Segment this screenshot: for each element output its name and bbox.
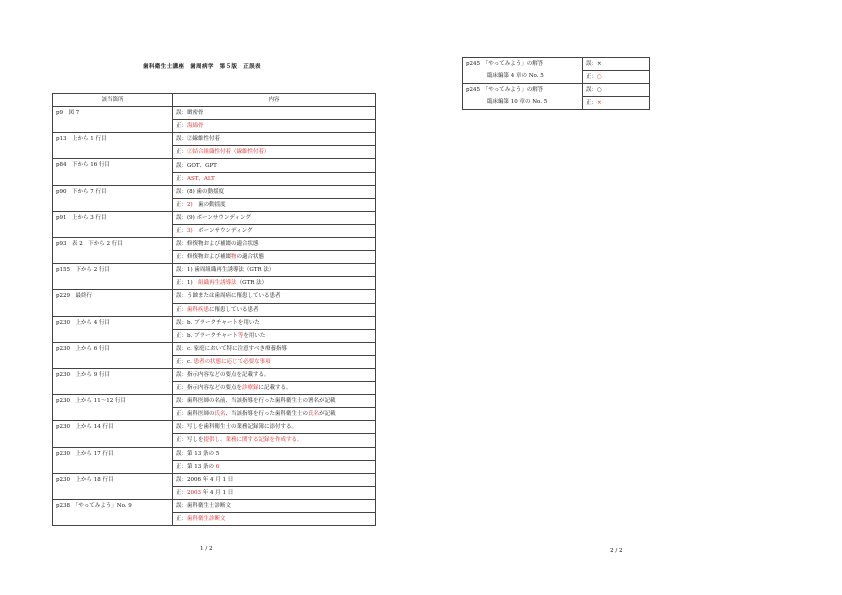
correct-cell xyxy=(173,460,376,473)
location-text: p230 上から 9 行目 xyxy=(56,371,111,378)
location-text: p84 下から 16 行目 xyxy=(56,162,111,169)
content-text: （GTR 法） xyxy=(236,280,268,287)
location-cell xyxy=(53,421,173,447)
location-cell xyxy=(53,342,173,368)
content-text: 正：指示内容などの要点を xyxy=(176,385,243,392)
wrong-cell: 誤：歯科衛生士診断文 xyxy=(173,499,376,512)
location-cell xyxy=(53,395,173,421)
content-text: 正：歯科医師の xyxy=(176,411,215,418)
content-text: 正： xyxy=(176,306,188,313)
table-row xyxy=(53,159,376,172)
location-cell xyxy=(53,107,173,133)
correction-text: AST、ALT xyxy=(187,175,215,182)
table-row xyxy=(53,316,376,329)
content-text: に罹患している患者 xyxy=(209,306,259,313)
location-text: p238 「やってみよう」No. 9 xyxy=(56,502,132,509)
location-cell xyxy=(53,264,173,290)
content-text: ボーンサウンディング xyxy=(192,227,253,234)
correction-text: 組織再生誘導法 xyxy=(198,280,237,287)
table-header-row xyxy=(53,94,376,107)
table-row xyxy=(53,238,376,251)
location-text: p229 最終行 xyxy=(56,293,93,300)
location-text: p230 上から 11〜12 行目 xyxy=(56,398,127,405)
content-text: 正： xyxy=(586,74,598,81)
location-cell xyxy=(53,473,173,499)
correction-text: × xyxy=(597,100,602,107)
content-text: を用いた xyxy=(243,332,266,339)
location-subtext: 臨床編第 10 章の No. 5 xyxy=(487,99,548,106)
location-text: p13 上から 1 行目 xyxy=(56,136,107,143)
correct-cell xyxy=(173,120,376,133)
location-text: p230 上から 14 行目 xyxy=(56,424,114,431)
content-text: 歯の動揺度 xyxy=(192,201,226,208)
content-text: 正：第 13 条の xyxy=(176,463,216,470)
wrong-cell: 誤：1) 歯周組織再生誘導法（GTR 法） xyxy=(173,264,376,277)
wrong-cell: 誤：歯科医師の名前、当該指導を行った歯科衛生士の署名が記載 xyxy=(173,395,376,408)
wrong-cell: 誤：c. 家庭において特に注意すべき療養指導 xyxy=(173,342,376,355)
correct-cell xyxy=(583,97,650,110)
correct-cell xyxy=(173,303,376,316)
table-row xyxy=(53,211,376,224)
table-row xyxy=(53,421,376,434)
location-text: p90 下から 7 行目 xyxy=(56,188,107,195)
correct-cell xyxy=(173,382,376,395)
content-text: 正： xyxy=(176,489,188,496)
correct-cell xyxy=(173,355,376,368)
correction-text: 2003 xyxy=(187,489,202,496)
table-row xyxy=(53,447,376,460)
table-row xyxy=(53,133,376,146)
location-text: p230 上から 18 行目 xyxy=(56,476,114,483)
correct-cell xyxy=(173,172,376,185)
content-text: 正： xyxy=(176,516,188,523)
location-cell xyxy=(53,447,173,473)
wrong-cell: 誤：b. ブラークチャートを用いた xyxy=(173,316,376,329)
location-text: p245 「やってみよう」の解答 xyxy=(466,61,544,67)
content-text: 正：c. xyxy=(176,358,194,365)
location-text: p93 表 2 下から 2 行目 xyxy=(56,241,123,248)
content-text: 正： xyxy=(176,227,188,234)
location-cell xyxy=(463,58,583,84)
content-text: 正：1) xyxy=(176,280,199,287)
correct-cell xyxy=(173,486,376,499)
correct-cell xyxy=(173,434,376,447)
correction-text: 歯科疾患 xyxy=(187,306,210,313)
correction-text: 6 xyxy=(215,463,220,470)
location-cell xyxy=(53,290,173,316)
table-row xyxy=(53,395,376,408)
location-cell xyxy=(463,84,583,110)
wrong-cell: 誤：第 13 条の 5 xyxy=(173,447,376,460)
correction-text: 氏名 xyxy=(214,411,226,418)
correct-cell xyxy=(173,224,376,237)
correction-text: 氏名 xyxy=(308,411,320,418)
wrong-cell: 誤：(8) 歯の動揺度 xyxy=(173,185,376,198)
table-row xyxy=(53,185,376,198)
correct-cell xyxy=(173,513,376,526)
location-text: p230 上から 6 行目 xyxy=(56,345,111,352)
content-text: 正： xyxy=(176,175,188,182)
wrong-cell: 誤：緻密骨 xyxy=(173,107,376,120)
content-text: に記載する。 xyxy=(258,385,292,392)
location-subtext: 臨床編第 4 章の No. 5 xyxy=(487,73,544,79)
location-text: p245 「やってみよう」の解答 xyxy=(466,87,544,94)
location-text: p230 上から 4 行目 xyxy=(56,319,111,326)
correct-cell xyxy=(173,251,376,264)
header-content: 内容 xyxy=(173,94,376,107)
wrong-cell: 誤：GOT、GPT xyxy=(173,159,376,172)
errata-table xyxy=(52,93,376,526)
table-row xyxy=(463,84,650,97)
correction-text: 2) xyxy=(187,201,193,208)
content-text: 正： xyxy=(176,201,188,208)
location-cell xyxy=(53,185,173,211)
correction-text: 海綿骨 xyxy=(187,123,204,130)
correction-text: ○ xyxy=(597,74,602,81)
content-text: 年 4 月 1 日 xyxy=(201,489,234,496)
content-text: 正： xyxy=(176,149,188,156)
content-text: 正：写しを xyxy=(176,437,204,444)
correction-text: 物 xyxy=(231,254,237,261)
correction-text: 等 xyxy=(237,332,244,339)
content-text: 、当該指導を行った歯科衛生士の xyxy=(225,411,309,418)
table-row xyxy=(53,264,376,277)
wrong-cell: 誤：写しを歯科衛生士の業務記録簿に添付する。 xyxy=(173,421,376,434)
location-text: p91 上から 3 行目 xyxy=(56,214,107,221)
correction-text: 診療録 xyxy=(242,385,259,392)
correct-cell xyxy=(583,71,650,84)
location-cell xyxy=(53,368,173,394)
table-row xyxy=(463,58,650,71)
table-row xyxy=(53,290,376,303)
content-text: 正：修復物および補綴 xyxy=(176,254,232,261)
location-cell xyxy=(53,159,173,185)
content-text: 正： xyxy=(586,100,598,107)
correction-text: 歯科衛生診断文 xyxy=(187,516,226,523)
correct-cell xyxy=(173,198,376,211)
location-text: p155 下から 2 行目 xyxy=(56,267,111,274)
correct-cell xyxy=(173,146,376,159)
table-row xyxy=(53,107,376,120)
correction-text: 患者の状態に応じて必要な事項 xyxy=(193,358,271,365)
location-text: p230 上から 17 行目 xyxy=(56,450,114,457)
location-cell xyxy=(53,499,173,525)
correct-cell xyxy=(173,329,376,342)
wrong-cell: 誤：修復物および補綴の適合状態 xyxy=(173,238,376,251)
page-number: 1 / 2 xyxy=(200,546,213,552)
table-row xyxy=(53,473,376,486)
table-row xyxy=(53,499,376,512)
correction-text: 提供し、業務に関する記録を作成する。 xyxy=(203,437,303,444)
correction-text: ②結合組織性付着（線維性付着） xyxy=(187,149,270,156)
correction-text: 3) xyxy=(187,227,193,234)
content-text: の適合状態 xyxy=(236,254,265,261)
content-text: 正：b. ブラークチャート xyxy=(176,332,238,339)
errata-table-page-2 xyxy=(462,57,650,110)
page-number: 2 / 2 xyxy=(610,548,623,554)
table-row xyxy=(53,342,376,355)
correct-cell xyxy=(173,277,376,290)
wrong-cell: 誤：(9) ボーンサウンディング xyxy=(173,211,376,224)
wrong-cell: 誤：○ xyxy=(583,84,650,97)
location-cell xyxy=(53,238,173,264)
page-title: 歯科衛生士講座 歯周病学 第５版 正誤表 xyxy=(143,64,261,70)
wrong-cell: 誤：× xyxy=(583,58,650,71)
content-text: が記載 xyxy=(319,411,336,418)
wrong-cell: 誤：②線維性付着 xyxy=(173,133,376,146)
content-text: 正： xyxy=(176,123,188,130)
header-location: 該当箇所 xyxy=(53,94,173,107)
location-cell xyxy=(53,316,173,342)
table-row xyxy=(53,368,376,381)
location-cell xyxy=(53,133,173,159)
correct-cell xyxy=(173,408,376,421)
location-text: p9 図 7 xyxy=(56,110,80,117)
location-cell xyxy=(53,211,173,237)
wrong-cell: 誤：指示内容などの要点を記載する。 xyxy=(173,368,376,381)
wrong-cell: 誤：2006 年 4 月 1 日 xyxy=(173,473,376,486)
wrong-cell: 誤：う蝕または歯周病に罹患している患者 xyxy=(173,290,376,303)
